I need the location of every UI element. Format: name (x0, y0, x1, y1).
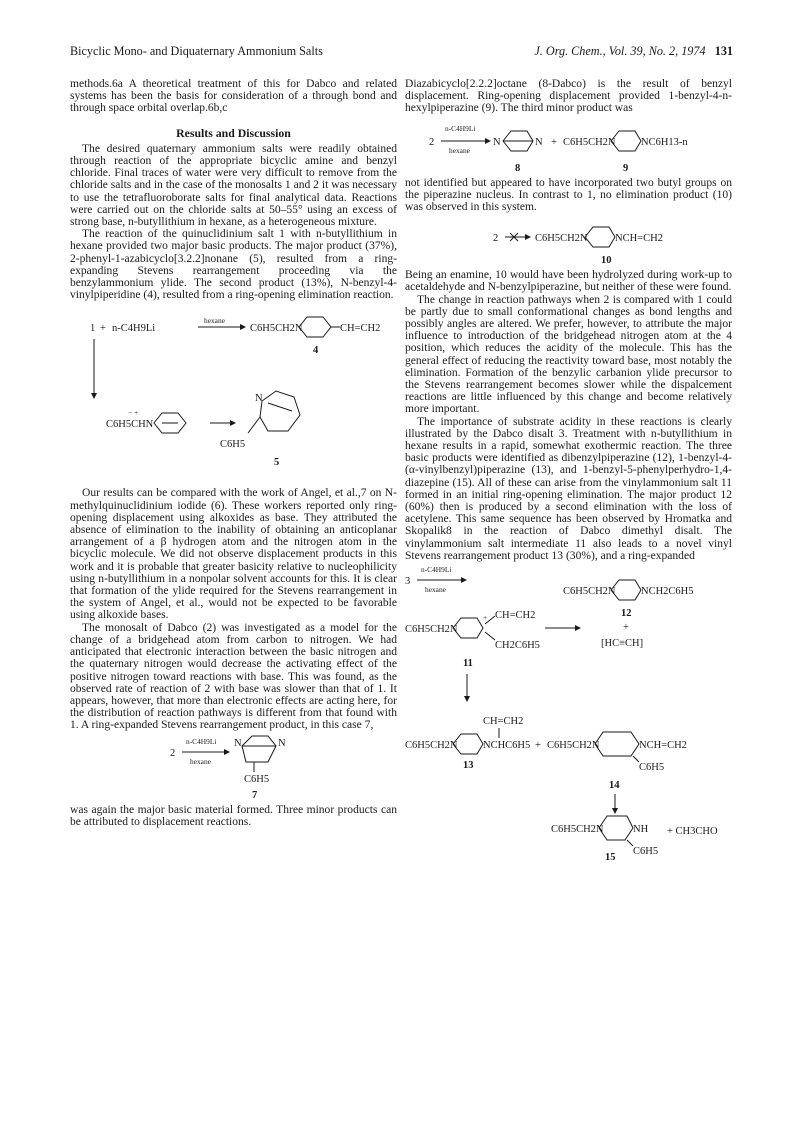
scheme-1 (70, 301, 397, 487)
reagent: n-C4H9Li (186, 736, 217, 746)
product-14-phenyl: C6H5 (639, 762, 665, 774)
scheme-6 (405, 562, 732, 862)
phenyl-substituent: C6H5 (244, 773, 270, 785)
product-9-benzyl: C6H5CH2N (563, 136, 616, 148)
reactant-2: 2 (493, 233, 499, 245)
paragraph: The monosalt of Dabco (2) was investigated as a model for the change of a bridgehead atom from carbon to nitrogen. We had anticipated that electronic interaction between the basic nitrogen and the quaternary nitrogen would decrease the activating effect of the positive nitrogen toward reactions with base. This was found, as the observed rate of reaction of 2 with base was slower than that of 1. It appears, however, that more than electronic effects are acting here, for the distribution of reaction pathways is different from that found with 1. A ring-expanded Stevens rearrangement product, in this case 7, (70, 621, 397, 732)
compound-number-5: 5 (274, 457, 280, 469)
compound-number-4: 4 (313, 345, 319, 357)
reactant-2: 2 (429, 136, 435, 148)
condition: hexane (425, 585, 446, 595)
running-title: Bicyclic Mono- and Diquaternary Ammonium Salts (70, 44, 323, 58)
paragraph: not identified but appeared to have incorporated two butyl groups on the piperazine nucleus. In contrast to 1, no elimination product (10) was observed in this system. (405, 176, 732, 214)
condition: hexane (190, 756, 211, 766)
product-15-nh: NH (633, 824, 649, 836)
paragraph: The change in reaction pathways when 2 is compared with 1 could be partly due to small conformational changes as bond lengths and possibly angles are altered. We prefer, however, to attribute the major influence to introduction of the bridgehead nitrogen atom at the 4 position, which reduces the acidity of the molecule. This has the general effect of reducing the reactivity toward base, most notably the elimination. Formation of the benzylic carbanion ylide precursor to the Stevens rearrangement becomes slower while the dispalcement reactions are little influenced by this change and become relatively more important. (405, 293, 732, 416)
product-9-hexyl: NC6H13-n (641, 136, 688, 148)
product-4-benzyl: C6H5CH2N (250, 323, 303, 335)
vinyl-group: CH=CH2 (340, 323, 381, 335)
ring-nitrogen: N (234, 737, 242, 749)
phenyl-substituent: C6H5 (220, 439, 246, 451)
ring-nitrogen: N (278, 737, 286, 749)
paragraph: Being an enamine, 10 would have been hydrolyzed during work-up to acetaldehyde and N-benzylpiperazine, but neither of these were found. (405, 269, 732, 294)
compound-number-11: 11 (463, 658, 473, 670)
ylide-charges: − + (128, 408, 139, 418)
right-column (405, 78, 732, 862)
compound-number-10: 10 (601, 255, 612, 267)
paragraph: Diazabicyclo[2.2.2]octane (8-Dabco) is the result of benzyl displacement. Ring-opening displacement provided 1-benzyl-4-n-hexylpiperazine (9). The third minor product was (405, 78, 732, 115)
intermediate-11-benzyl-2: CH2C6H5 (495, 640, 540, 652)
product-10-benzyl: C6H5CH2N (535, 233, 588, 245)
compound-number-13: 13 (463, 760, 474, 772)
paragraph: The importance of substrate acidity in these reactions is clearly illustrated by the Dabco disalt 3. Treatment with n-butyllithium in hexane results in a rapid, somewhat exothermic reaction. The three basic products were identified as dibenzylpiperazine (12), 1-benzyl-4-(α-vinylbenzyl)piperazine (13), and 1-benzyl-5-phenylperhydro-1,4-diazepine (15). All of these can arise from the vinylammonium salt 11 formed in an initial ring-opening elimination. The major product 12 (60%) then is produced by a second elimination with the loss of acetylene. This same sequence has been observed by Hromatka and Skopalik8 in the reaction of Dabco dimethyl disalt. The vinylammonium salt intermediate 11 also leads to a novel vinyl Stevens rearrangement product 13 (30%), and a ring-expanded (405, 415, 732, 562)
quaternary-charge: + (483, 613, 488, 623)
compound-number-14: 14 (609, 780, 620, 792)
plus-sign: + (551, 136, 557, 148)
product-15-benzyl: C6H5CH2N (551, 824, 604, 836)
ring-nitrogen: N (535, 136, 543, 148)
product-13-benzylidene: NCHC6H5 (483, 740, 531, 752)
ring-nitrogen: N (493, 136, 501, 148)
product-12-benzyl-2: NCH2C6H5 (641, 586, 694, 598)
scheme-3 (70, 732, 397, 804)
scheme-5 (405, 213, 732, 269)
page-number: 131 (714, 44, 733, 58)
compound-number-9: 9 (623, 162, 629, 174)
reactant-1: 1 (90, 323, 96, 335)
paragraph: The reaction of the quinuclidinium salt 1 with n-butyllithium in hexane provided two major basic products. The major product (37%), 2-phenyl-1-azabicyclo[3.2.2]nonane (5), resulted from a ring-expanding Stevens rearrangement proceeding via the benzylammonium ylide. The second product (13%), N-benzyl-4-vinylpiperidine (4), resulted from a ring-opening elimination reaction. (70, 228, 397, 302)
condition: hexane (449, 145, 470, 155)
intermediate-11-benzyl: C6H5CH2N (405, 624, 458, 636)
reagent: n-C4H9Li (445, 123, 476, 133)
compound-number-8: 8 (515, 162, 521, 174)
plus-sign: + (623, 622, 629, 634)
bicyclic-nitrogen: N (255, 393, 263, 405)
reagent: n-C4H9Li (112, 323, 156, 335)
paragraph: The desired quaternary ammonium salts were readily obtained through reaction of the appropriate bicyclic amine and benzyl chloride. Final traces of water were very difficult to remove from the chloride salts and in the case of the monosalts 1 and 2 it was necessary to use the tetrafluoroborate salts for final analytical data. Reactions were carried out on the chloride salts at 50–55° using an excess of strong base, n-butyllithium in hexane, as a heterogeneous mixture. (70, 142, 397, 229)
paragraph: Our results can be compared with the work of Angel, et al.,7 on N-methylquinuclidinium iodide (6). These workers reported only ring-opening displacement using alkoxides as base. They attributed the absence of elimination to the inability of obtaining an anticoplanar arrangement of a β hydrogen atom and the nitrogen atom in the bicyclic molecule. We did not observe displacement products in this work and it is probable that greater basicity relative to nucleophilicity using n-butyllithium in a nonpolar solvent accounts for this. It is clear that formation of the ylide required for the Stevens rearrangement in the system of Angel, et al., would not be expected to be favorable using alkoxide bases. (70, 487, 397, 622)
compound-number-12: 12 (621, 608, 632, 620)
journal-citation (534, 44, 733, 59)
reactant-2: 2 (170, 747, 176, 759)
product-14-vinyl: NCH=CH2 (639, 740, 687, 752)
ylide-intermediate: C6H5CHN (106, 419, 154, 431)
product-12-benzyl: C6H5CH2N (563, 586, 616, 598)
product-13-vinyl: CH=CH2 (483, 716, 524, 728)
scheme-4 (405, 115, 732, 177)
plus-sign: + (100, 323, 106, 335)
product-14-benzyl: C6H5CH2N (547, 740, 600, 752)
section-heading: Results and Discussion (176, 125, 291, 140)
left-column (70, 78, 397, 828)
paragraph: methods.6a A theoretical treatment of this for Dabco and related systems has been the basis for consideration of a through bond and through space orbital overlap.6b,c (70, 78, 397, 115)
compound-number-15: 15 (605, 852, 616, 863)
condition: hexane (204, 316, 225, 326)
plus-sign: + (535, 740, 541, 752)
running-header (70, 44, 733, 62)
product-13-benzyl: C6H5CH2N (405, 740, 458, 752)
journal-name: J. Org. Chem., (534, 44, 606, 58)
paragraph: was again the major basic material formed. Three minor products can be attributed to displacement reactions. (70, 803, 397, 828)
acetylene: [HC≡CH] (601, 638, 644, 650)
acetaldehyde: + CH3CHO (667, 826, 718, 838)
product-10-vinyl: NCH=CH2 (615, 233, 663, 245)
intermediate-11-vinyl: CH=CH2 (495, 610, 536, 622)
reactant-3: 3 (405, 576, 411, 588)
reagent: n-C4H9Li (421, 565, 452, 575)
product-15-phenyl: C6H5 (633, 846, 659, 858)
volume-issue: Vol. 39, No. 2, 1974 (608, 44, 706, 58)
compound-number-7: 7 (252, 789, 258, 801)
